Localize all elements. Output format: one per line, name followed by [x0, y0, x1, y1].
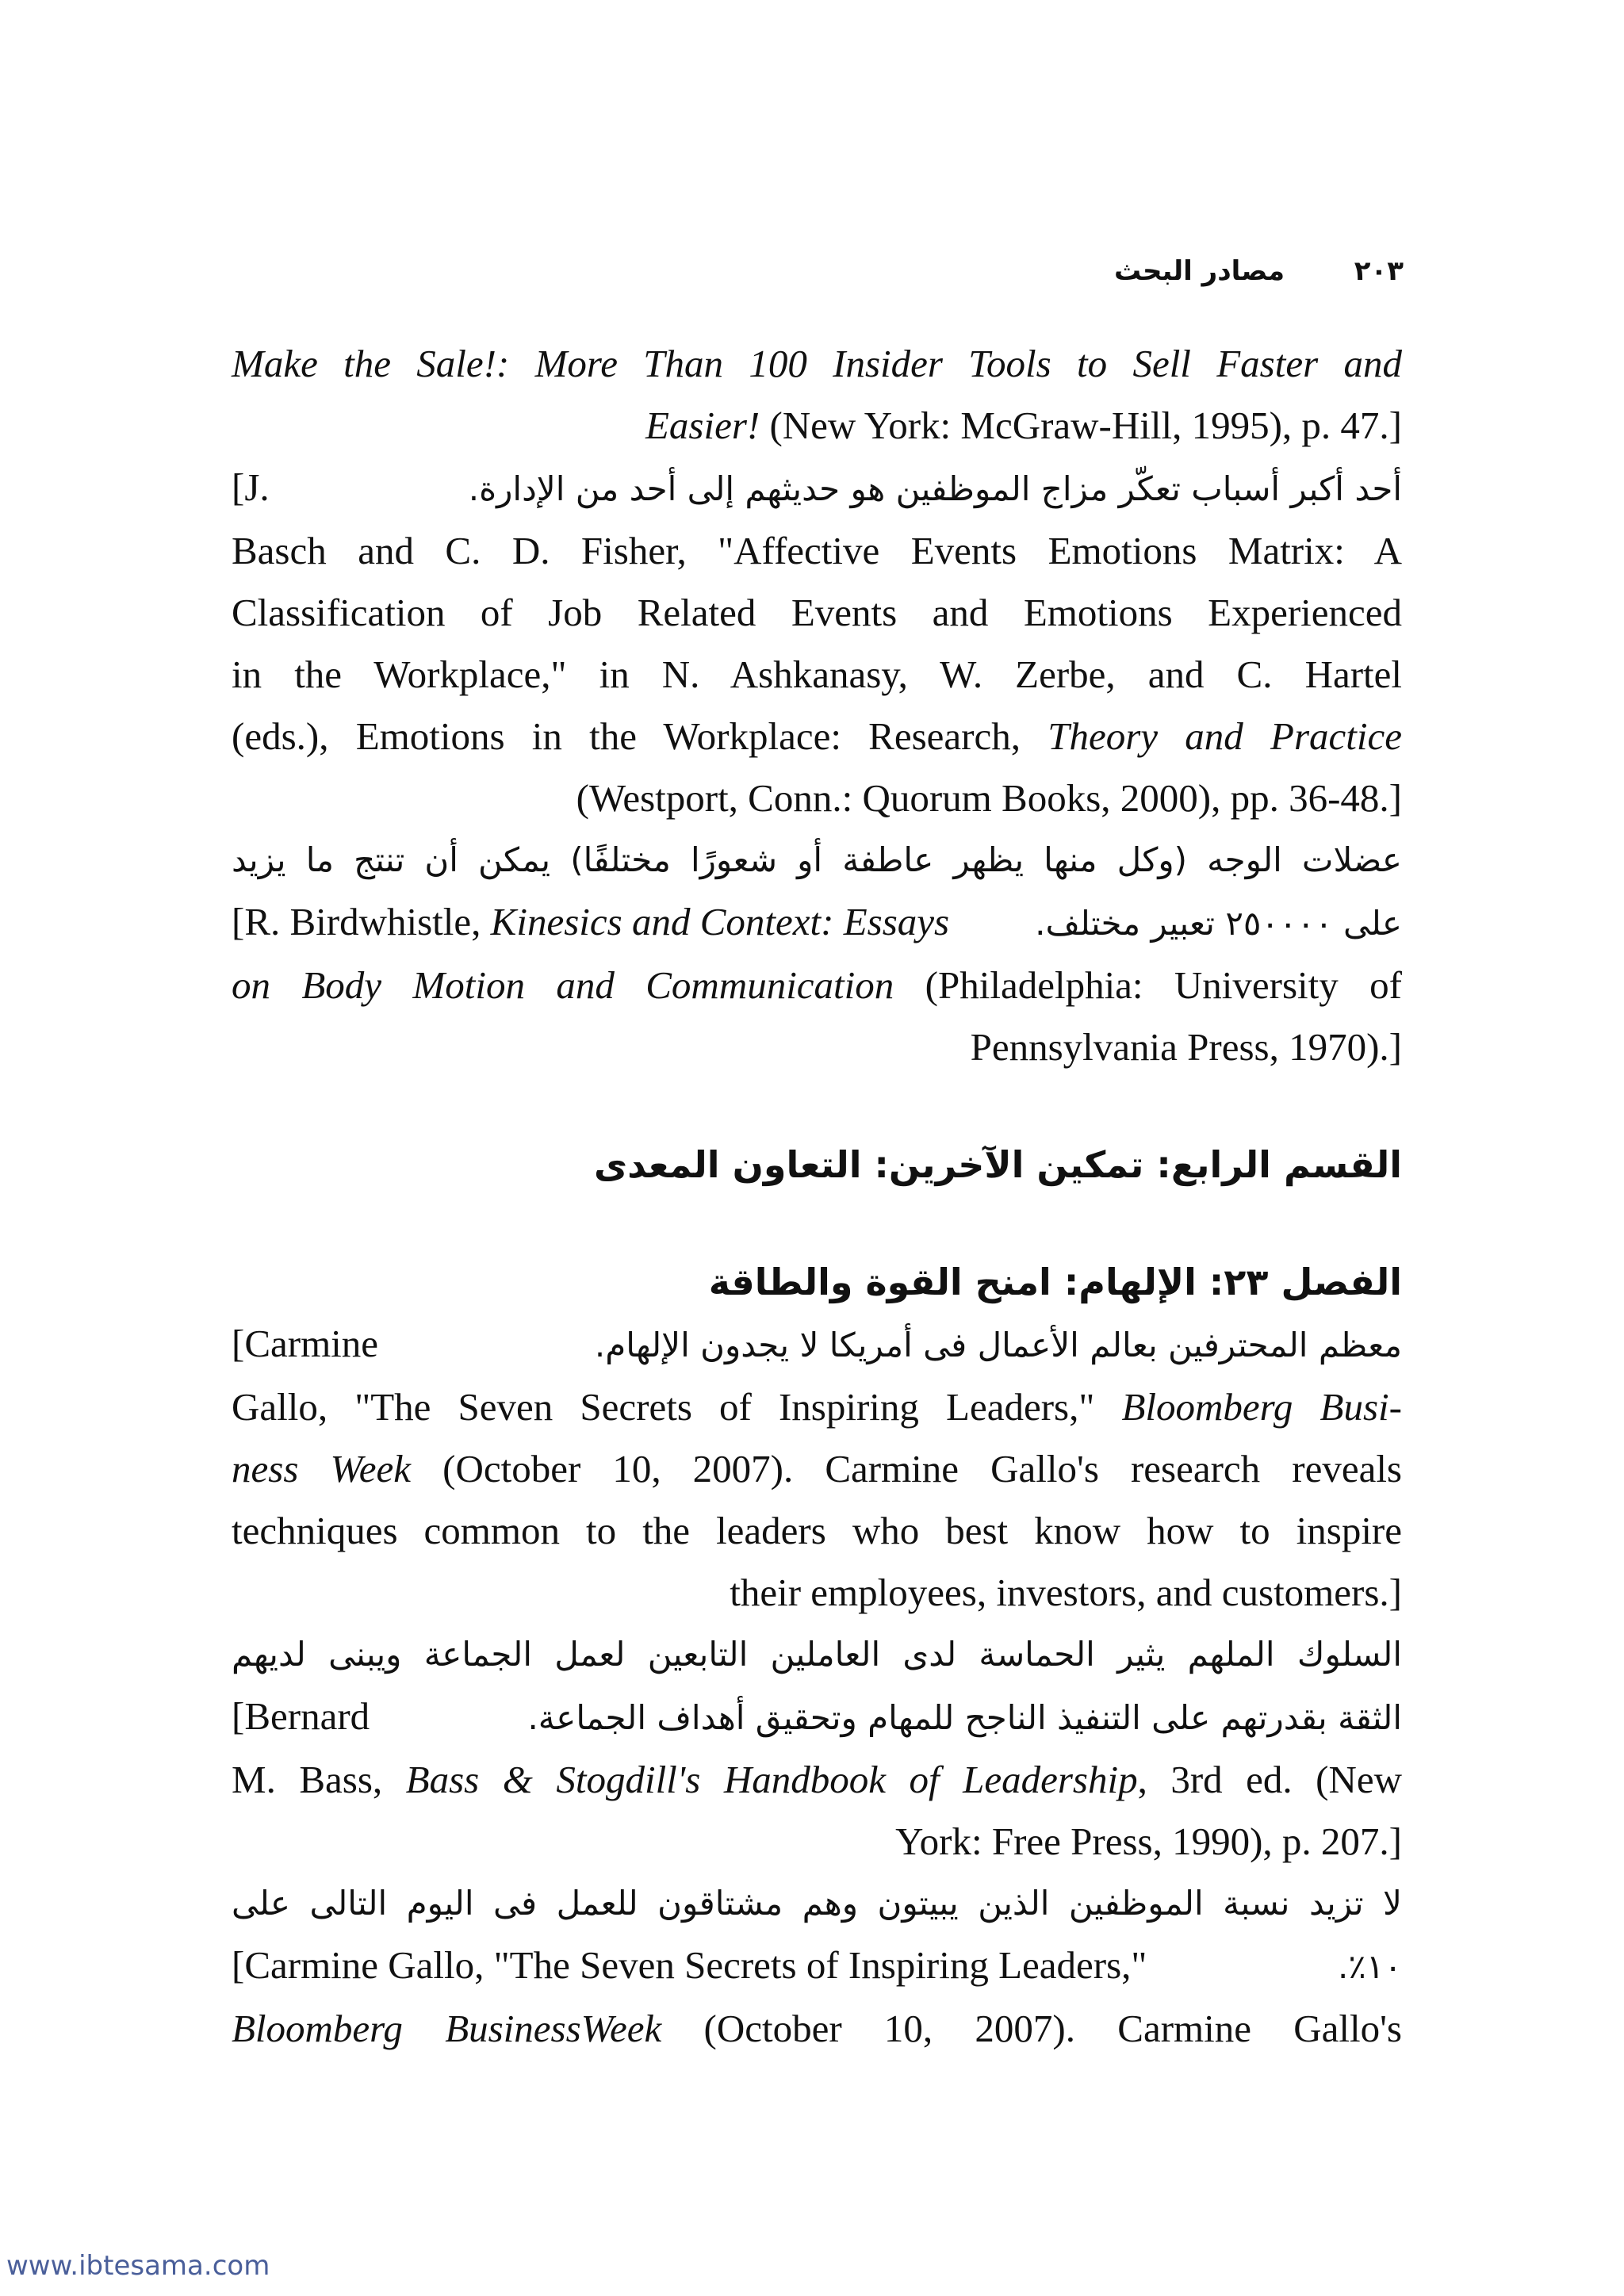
spacer	[232, 1078, 1402, 1134]
chapter-heading: الفصل ٢٣: الإلهام: امنح القوة والطاقة	[708, 1261, 1402, 1303]
watermark-url: www.ibtesama.com	[6, 2250, 270, 2282]
page-body	[232, 333, 1402, 2060]
reference-entry	[232, 1313, 1402, 1624]
citation-text: Gallo, "The Seven Secrets of Inspiring Leaders,"	[232, 1385, 1122, 1429]
reference-line: in the Workplace," in N. Ashkanasy, W. Zerbe, and C. Hartel	[232, 652, 1402, 696]
arabic-statement: ١٠٪.	[1337, 1947, 1402, 1986]
journal-title: Bloomberg Busi-	[1121, 1385, 1402, 1429]
reference-entry	[232, 457, 1402, 829]
reference-line	[232, 1749, 1402, 1811]
running-head	[214, 255, 1404, 303]
citation-text: (October 10, 2007). Carmine Gallo's	[661, 2007, 1403, 2050]
page-number: ٢٠٣	[1354, 255, 1404, 287]
reference-line: techniques common to the leaders who best know how to inspire	[232, 1509, 1402, 1552]
reference-line	[232, 955, 1402, 1016]
section-heading: القسم الرابع: تمكين الآخرين: التعاون المعدى	[594, 1143, 1402, 1186]
reference-line: York: Free Press, 1990), p. 207.]	[895, 1820, 1402, 1863]
citation-text: [Bernard	[232, 1694, 370, 1738]
reference-line	[232, 1998, 1402, 2060]
reference-entry	[232, 1624, 1402, 1873]
citation-text: (October 10, 2007). Carmine Gallo's research reveals	[411, 1447, 1402, 1490]
reference-line	[232, 706, 1402, 767]
reference-entry	[232, 1873, 1402, 2060]
citation-text: M. Bass,	[232, 1758, 406, 1801]
reference-line	[232, 1438, 1402, 1500]
citation-author: [R. Birdwhistle,	[232, 900, 491, 943]
arabic-statement: لا تزيد نسبة الموظفين الذين يبيتون وهم مشتاقون للعمل فى اليوم التالى على	[232, 1884, 1402, 1923]
reference-line: Basch and C. D. Fisher, "Affective Events Emotions Matrix: A	[232, 529, 1402, 572]
reference-line	[232, 395, 1402, 457]
book-title: Kinesics and Context: Essays	[490, 900, 950, 943]
arabic-statement: الثقة بقدرتهم على التنفيذ الناجح للمهام وتحقيق أهداف الجماعة.	[527, 1698, 1402, 1737]
arabic-statement: السلوك الملهم يثير الحماسة لدى العاملين التابعين لعمل الجماعة ويبنى لديهم	[232, 1635, 1402, 1674]
book-title: Bass & Stogdill's Handbook of Leadership	[405, 1758, 1138, 1801]
reference-line: (Westport, Conn.: Quorum Books, 2000), pp. 36-48.]	[576, 776, 1402, 820]
reference-line: Classification of Job Related Events and Emotions Experienced	[232, 591, 1402, 634]
arabic-statement: أحد أكبر أسباب تعكّر مزاج الموظفين هو حديثهم إلى أحد من الإدارة.	[468, 469, 1402, 508]
reference-line	[232, 1934, 1402, 1998]
book-title: Easier!	[645, 404, 760, 447]
reference-line: Make the Sale!: More Than 100 Insider Tools to Sell Faster and	[232, 342, 1402, 385]
citation-text: [J.	[232, 465, 270, 509]
citation-text: (Philadelphia: University of	[894, 963, 1402, 1007]
journal-title: Bloomberg BusinessWeek	[232, 2007, 662, 2050]
reference-line	[232, 1376, 1402, 1438]
spacer	[232, 1196, 1402, 1251]
citation-text	[232, 891, 949, 953]
arabic-statement: معظم المحترفين بعالم الأعمال فى أمريكا لا يجدون الإلهام.	[594, 1326, 1402, 1364]
journal-title: ness Week	[232, 1447, 412, 1490]
reference-line	[232, 1313, 1402, 1376]
reference-line	[232, 1686, 1402, 1749]
book-title: on Body Motion and Communication	[232, 963, 894, 1007]
arabic-statement: عضلات الوجه (وكل منها يظهر عاطفة أو شعورًا مختلفًا) يمكن أن تنتج ما يزيد	[232, 840, 1402, 879]
reference-entry	[232, 829, 1402, 1078]
citation-text: [Carmine Gallo, "The Seven Secrets of Inspiring Leaders,"	[232, 1943, 1147, 1987]
reference-entry	[232, 333, 1402, 457]
reference-line	[232, 891, 1402, 955]
arabic-statement: على ٢٥٠٠٠٠ تعبير مختلف.	[1035, 904, 1402, 943]
reference-line: their employees, investors, and customers.]	[730, 1571, 1402, 1614]
citation-text: , 3rd ed. (New	[1137, 1758, 1403, 1801]
citation-text: (New York: McGraw-Hill, 1995), p. 47.]	[760, 404, 1402, 447]
reference-line	[232, 457, 1402, 520]
citation-text: [Carmine	[232, 1322, 379, 1365]
book-title: Theory and Practice	[1048, 714, 1402, 758]
citation-text: (eds.), Emotions in the Workplace: Research,	[232, 714, 1048, 758]
reference-line: Pennsylvania Press, 1970).]	[970, 1025, 1402, 1069]
running-head-title: مصادر البحث	[1114, 255, 1285, 287]
